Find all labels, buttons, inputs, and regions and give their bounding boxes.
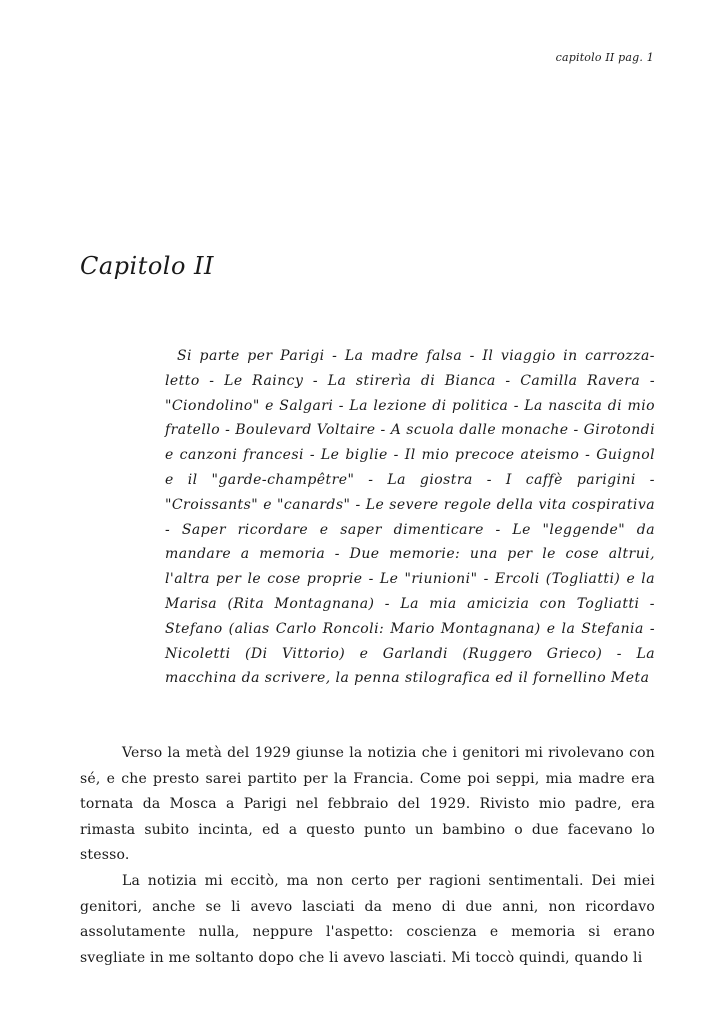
body-text: [80, 741, 655, 971]
body-paragraph: La notizia mi eccitò, ma non certo per ragioni sentimentali. Dei miei genitori, anche se li avevo lasciati da meno di due anni, non ricordavo assolutamente nulla, neppure l'aspetto: coscienza e memoria si erano svegliate in me soltanto dopo che li avevo lasciati. Mi toccò quindi, quando li: [80, 872, 655, 966]
running-header: capitolo II pag. 1: [555, 51, 654, 64]
body-paragraph: Verso la metà del 1929 giunse la notizia che i genitori mi rivolevano con sé, e che presto sarei partito per la Francia. Come poi seppi, mia madre era tornata da Mosca a Parigi nel febbraio del 1929. Rivisto mio padre, era rimasta subito incinta, ed a questo punto un bambino o due facevano lo stesso.: [80, 745, 655, 864]
chapter-title: Capitolo II: [80, 252, 215, 280]
chapter-summary: Si parte per Parigi - La madre falsa - Il viaggio in carrozza-letto - Le Raincy - La stirerìa di Bianca - Camilla Ravera - "Ciondolino" e Salgari - La lezione di politica - La nascita di mio fratello - Boulevard Voltaire - A scuola dalle monache - Girotondi e canzoni francesi - Le biglie - Il mio precoce ateismo - Guignol e il "garde-champêtre" - La giostra - I caffè parigini - "Croissants" e "canards" - Le severe regole della vita cospirativa - Saper ricordare e saper dimenticare - Le "leggende" da mandare a memoria - Due memorie: una per le cose altrui, l'altra per le cose proprie - Le "riunioni" - Ercoli (Togliatti) e la Marisa (Rita Montagnana) - La mia amicizia con Togliatti - Stefano (alias Carlo Roncoli: Mario Montagnana) e la Stefania - Nicoletti (Di Vittorio) e Garlandi (Ruggero Grieco) - La macchina da scrivere, la penna stilografica ed il fornellino Meta: [165, 348, 655, 687]
